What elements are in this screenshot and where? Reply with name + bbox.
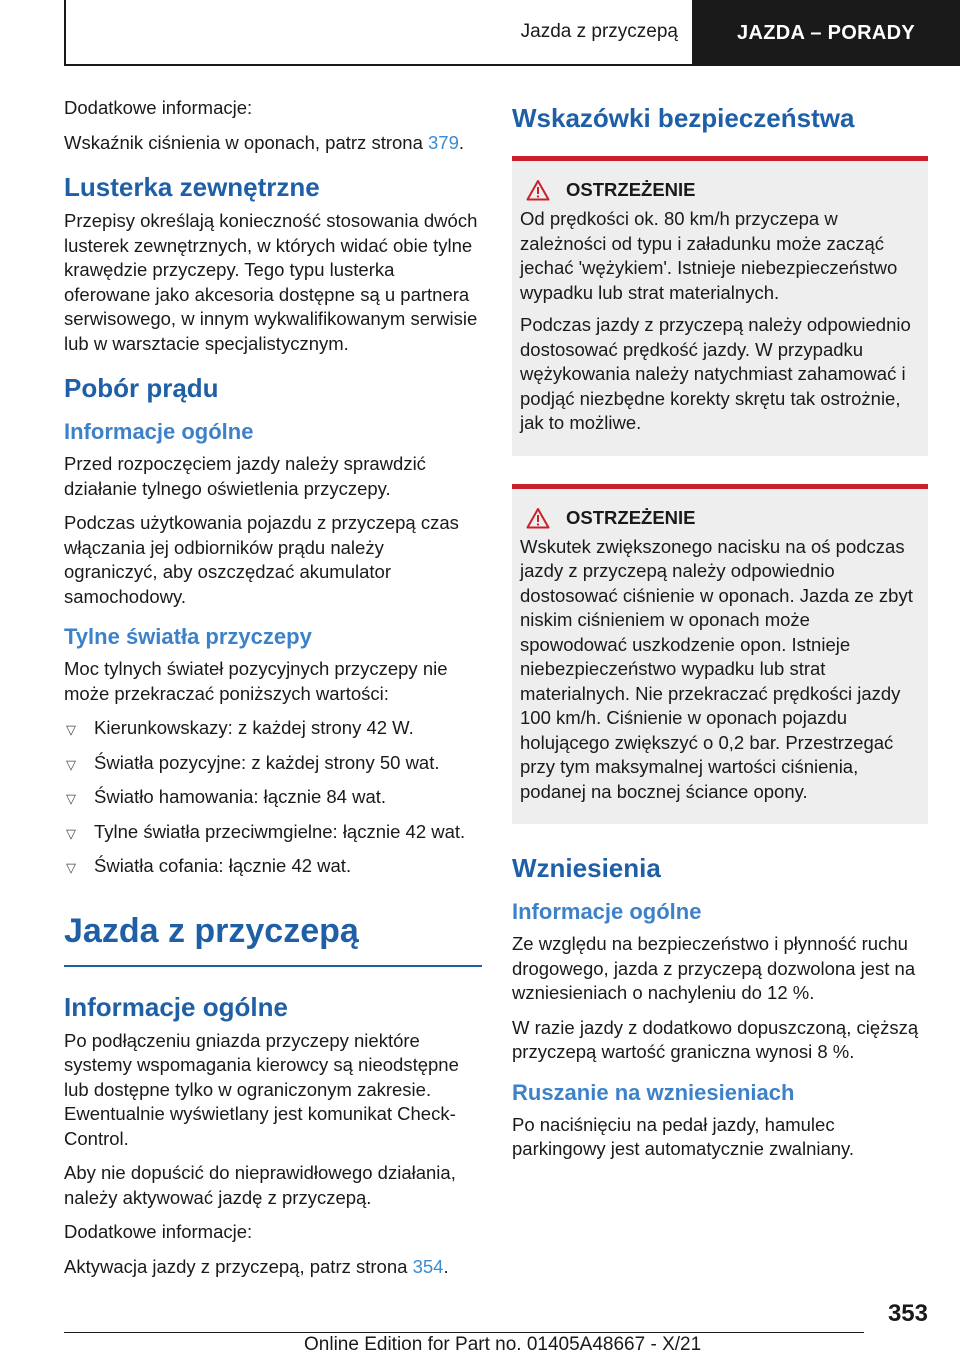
warning-text: Od prędkości ok. 80 km/h przyczepa w zależności od typu i załadunku może zacząć jechać 'wężykiem'. Istnieje niebezpieczeństwo wypadku lub strat materialnych. [520,208,898,303]
subheading-general-info-slopes: Informacje ogólne [512,899,702,924]
list-item: ▽ Światło hamowania: łącznie 84 wat. [64,785,482,810]
mirrors-text: Przepisy określają konieczność stosowania dwóch lusterek zewnętrznych, w których widać obie tylne krawędzie przyczepy. Tego typu lusterka oferowane jako akcesoria dostępne są u partnera serwisowego, w innym wykwalifikowanym serwisie lub w warsztacie specjalistycznym. [64,210,478,354]
power-text-1: Przed rozpoczęciem jazdy należy sprawdzić działanie tylnego oświetlenia przyczepy. [64,453,426,499]
heading-mirrors: Lusterka zewnętrzne [64,172,320,202]
heading-safety: Wskazówki bezpieczeństwa [512,103,855,133]
page-link-379[interactable]: 379 [428,131,459,153]
heading-slopes: Wzniesienia [512,853,661,883]
triangle-bullet-icon: ▽ [66,791,76,806]
lights-list [64,716,482,879]
slopes-text-1: Ze względu na bezpieczeństwo i płynność ruchu drogowego, jazda z przyczepą dozwolona jest na wzniesieniach o nachyleniu do 12 %. [512,933,916,1003]
hill-start-text: Po naciśnięciu na pedał jazdy, hamulec parkingowy jest automatycznie zwalniany. [512,1113,855,1159]
power-text-2: Podczas użytkowania pojazdu z przyczepą czas włączania jej odbiorników prądu należy ograniczyć, aby oszczędzać akumulator samochodowy. [64,512,459,607]
edition-note: Online Edition for Part no. 01405A48667 - X/21 [304,1334,702,1355]
heading-power: Pobór prądu [64,373,219,403]
warning-box-1 [512,156,928,456]
triangle-bullet-icon: ▽ [66,756,76,772]
list-item: ▽ Tylne światła przeciwmgielne: łącznie 42 wat. [64,820,482,845]
subheading-general-info: Informacje ogólne [64,419,254,444]
header-section-title: Jazda z przyczepą [64,0,692,66]
warning-title: OSTRZEŻENIE [566,506,696,528]
triangle-bullet-icon: ▽ [66,860,76,875]
triangle-bullet-icon: ▽ [66,722,76,737]
warning-title: OSTRZEŻENIE [566,179,696,200]
lights-intro: Moc tylnych świateł pozycyjnych przyczepy nie może przekraczać poniższych wartości: [64,658,448,704]
subheading-rear-lights: Tylne światła przyczepy [64,624,312,649]
list-item: ▽ Światła cofania: łącznie 42 wat. [64,854,482,879]
right-column [512,96,928,1172]
triangle-bullet-icon: ▽ [66,825,76,841]
warning-triangle-icon [526,507,550,529]
subheading-hill-start: Ruszanie na wzniesieniach [512,1079,795,1105]
list-item: ▽ Kierunkowskazy: z każdej strony 42 W. [64,716,482,741]
warning-text: Podczas jazdy z przyczepą należy odpowiednio dostosować prędkość jazdy. W przypadku wężykowania należy natychmiast zahamować i podjąć niezbędne korekty skrętu tak ostrożnie, jak to możliwe. [520,314,911,433]
page-header [64,0,960,66]
heading-trailer-driving: Jazda z przyczepą [64,909,482,967]
trailer-activation-reference: Aktywacja jazdy z przyczepą, patrz strona 354. [64,1255,449,1277]
page-number: 353 [887,1300,928,1327]
trailer-text-2: Aby nie dopuścić do nieprawidłowego działania, należy aktywować jazdę z przyczepą. [64,1162,456,1208]
slopes-text-2: W razie jazdy z dodatkowo dopuszczoną, cięższą przyczepą wartość graniczna wynosi 8 %. [512,1016,919,1062]
header-chapter-title: JAZDA – PORADY [692,0,960,66]
additional-info-label: Dodatkowe informacje: [64,97,253,118]
tire-pressure-reference: Wskaźnik ciśnienia w oponach, patrz strona 379. [64,131,465,153]
warning-triangle-icon [526,179,550,201]
warning-box-2 [512,484,928,825]
left-column [64,96,482,1289]
warning-text: Wskutek zwiększonego nacisku na oś podczas jazdy z przyczepą należy odpowiednio dostosować ciśnienie w oponach. Jazda ze zbyt niskim ciśnieniem w oponach może spowodować uszkodzenie opon. Istnieje niebezpieczeństwo wypadku lub strat materialnych. Nie przekraczać prędkości jazdy 100 km/h. Ciśnienie w oponach pojazdu holującego zwiększyć o 0,2 bar. Przestrzegać przy tym maksymalnej wartości ciśnienia, podanej na bocznej ściance opony. [520,535,913,802]
subheading-general-info-trailer: Informacje ogólne [64,991,288,1022]
trailer-text-1: Po podłączeniu gniazda przyczepy niektóre systemy wspomagania kierowcy są nieodstępne lub dostępne tylko w ograniczonym zakresie. Ewentualnie wyświetlany jest komunikat Check-Control. [64,1029,459,1149]
trailer-additional-info-label: Dodatkowe informacje: [64,1221,253,1242]
list-item: ▽ Światła pozycyjne: z każdej strony 50 wat. [64,751,482,776]
page-link-354[interactable]: 354 [412,1255,444,1277]
